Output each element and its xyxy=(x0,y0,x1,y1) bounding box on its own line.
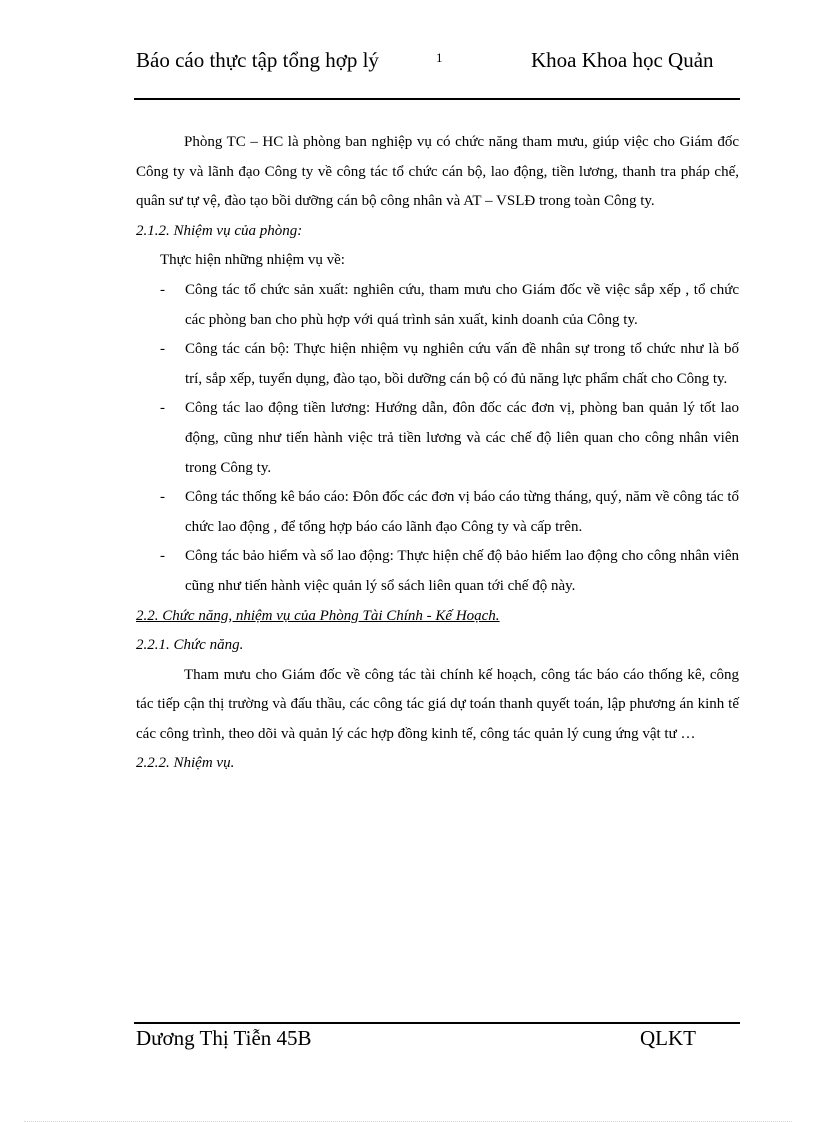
tasks-list xyxy=(136,276,739,602)
section-heading-2-2: 2.2. Chức năng, nhiệm vụ của Phòng Tài Chính - Kế Hoạch. xyxy=(136,607,500,624)
header-divider xyxy=(134,98,740,100)
bullet-dash: - xyxy=(160,281,165,298)
footer-author: Dương Thị Tiễn 45B xyxy=(136,1026,312,1050)
list-item xyxy=(136,335,739,394)
bullet-dash: - xyxy=(160,341,165,358)
footer-divider xyxy=(134,1022,740,1024)
header-report-title: Báo cáo thực tập tổng hợp lý xyxy=(136,48,379,72)
list-item xyxy=(136,542,739,601)
function-paragraph: Tham mưu cho Giám đốc về công tác tài chính kế hoạch, công tác báo cáo thống kê, công tác tiếp cận thị trường và đấu thầu, các công tác giá dự toán thanh quyết toán, lập phương án kinh tế các công trình, theo dõi và quản lý các hợp đồng kinh tế, công tác quản lý cung ứng vật tư … xyxy=(136,666,739,742)
page-edge-divider xyxy=(24,1121,792,1122)
header-faculty: Khoa Khoa học Quản xyxy=(531,48,714,72)
list-item-text: Công tác bảo hiểm và sổ lao động: Thực hiện chế độ bảo hiểm lao động cho công nhân viên cũng như tiến hành việc quản lý sổ sách liên quan tới chế độ này. xyxy=(185,548,739,594)
bullet-dash: - xyxy=(160,548,165,565)
footer-department: QLKT xyxy=(640,1026,696,1050)
section-heading-2-1-2: 2.1.2. Nhiệm vụ của phòng: xyxy=(136,222,303,239)
bullet-dash: - xyxy=(160,489,165,506)
document-body xyxy=(136,128,739,779)
section-heading-2-2-1: 2.2.1. Chức năng. xyxy=(136,637,244,654)
tasks-lead-text: Thực hiện những nhiệm vụ về: xyxy=(160,252,345,269)
list-item xyxy=(136,483,739,542)
list-item-text: Công tác cán bộ: Thực hiện nhiệm vụ nghiên cứu vấn đề nhân sự trong tổ chức như là bố trí, sắp xếp, tuyển dụng, đào tạo, bồi dưỡng cán bộ có đủ năng lực phẩm chất cho Công ty. xyxy=(185,341,739,387)
list-item-text: Công tác tổ chức sản xuất: nghiên cứu, tham mưu cho Giám đốc về việc sắp xếp , tổ chức các phòng ban cho phù hợp với quá trình sản xuất, kinh doanh của Công ty. xyxy=(185,281,739,328)
list-item xyxy=(136,276,739,335)
list-item xyxy=(136,394,739,483)
list-item-text: Công tác thống kê báo cáo: Đôn đốc các đơn vị báo cáo từng tháng, quý, năm về công tác tổ chức lao động , để tổng hợp báo cáo lãnh đạo Công ty và cấp trên. xyxy=(185,489,739,535)
bullet-dash: - xyxy=(160,400,165,417)
list-item-text: Công tác lao động tiền lương: Hướng dẫn, đôn đốc các đơn vị, phòng ban quản lý tốt lao động, cũng như tiến hành việc trả tiền lương và các chế độ liên quan cho công nhân viên trong Công ty. xyxy=(185,400,739,476)
page-number: 1 xyxy=(436,50,443,65)
section-heading-2-2-2: 2.2.2. Nhiệm vụ. xyxy=(136,755,235,772)
intro-paragraph: Phòng TC – HC là phòng ban nghiệp vụ có chức năng tham mưu, giúp việc cho Giám đốc Công ty và lãnh đạo Công ty về công tác tổ chức cán bộ, lao động, tiền lương, thanh tra pháp chế, quân sư tự vệ, đào tạo bồi dưỡng cán bộ công nhân và AT – VSLĐ trong toàn Công ty. xyxy=(136,134,739,210)
